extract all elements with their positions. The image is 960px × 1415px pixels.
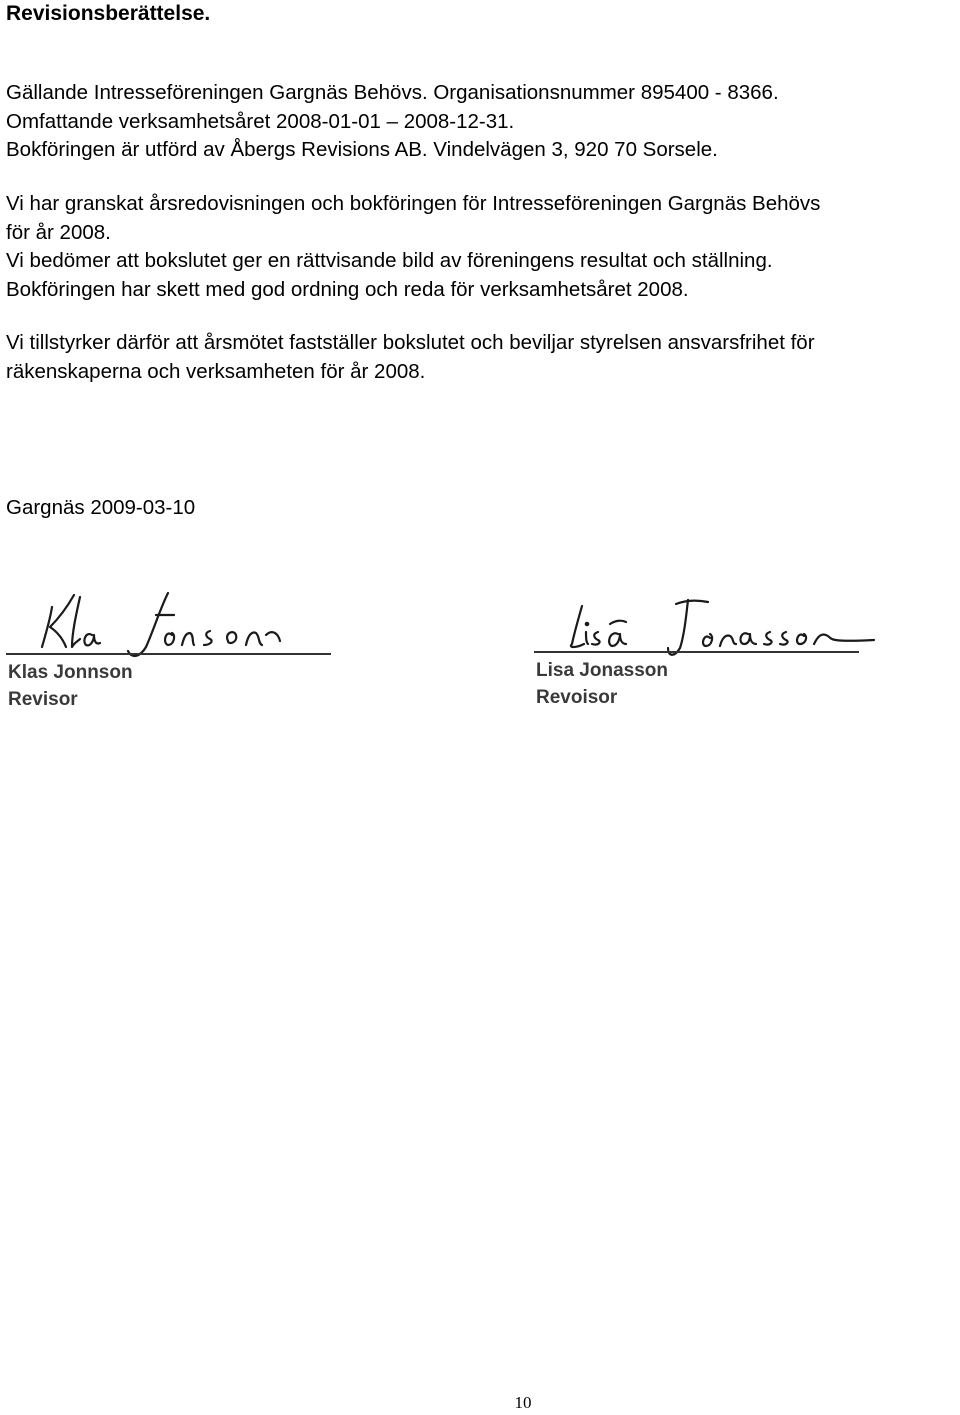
signature-line — [6, 653, 331, 655]
signature-block-lisa — [534, 590, 879, 715]
page-number: 10 — [514, 1393, 532, 1412]
review-line: för år 2008. — [6, 220, 111, 244]
fiscal-year-line: Omfattande verksamhetsåret 2008-01-01 – 2008-12-31. — [6, 109, 515, 133]
recommendation-line: räkenskaperna och verksamheten för år 2008. — [6, 359, 426, 383]
intro-paragraph — [6, 79, 956, 165]
place-date: Gargnäs 2009-03-10 — [6, 496, 196, 519]
review-line: Vi har granskat årsredovisningen och bokföringen för Intresseföreningen Gargnäs Behövs — [6, 192, 821, 215]
signature-block-klas — [6, 585, 336, 715]
signer-name: Lisa Jonasson — [536, 660, 668, 681]
recommendation-line: Vi tillstyrker därför att årsmötet fastställer bokslutet och beviljar styrelsen ansvarsfrihet för — [6, 331, 815, 354]
review-paragraph — [6, 190, 956, 304]
review-line: Vi bedömer att bokslutet ger en rättvisande bild av föreningens resultat och ställning. — [6, 249, 773, 272]
organization-line: Gällande Intresseföreningen Gargnäs Behövs. Organisationsnummer 895400 - 8366. — [6, 81, 779, 104]
review-line: Bokföringen har skett med god ordning och reda för verksamhetsåret 2008. — [6, 277, 689, 301]
signer-role: Revoisor — [536, 687, 618, 708]
document-title: Revisionsberättelse. — [6, 2, 211, 25]
bookkeeping-line: Bokföringen är utförd av Åbergs Revisions AB. Vindelvägen 3, 920 70 Sorsele. — [6, 138, 718, 161]
recommendation-paragraph — [6, 329, 956, 386]
signature-line — [534, 651, 859, 653]
signer-role: Revisor — [8, 689, 78, 710]
signer-name: Klas Jonnson — [8, 662, 133, 683]
